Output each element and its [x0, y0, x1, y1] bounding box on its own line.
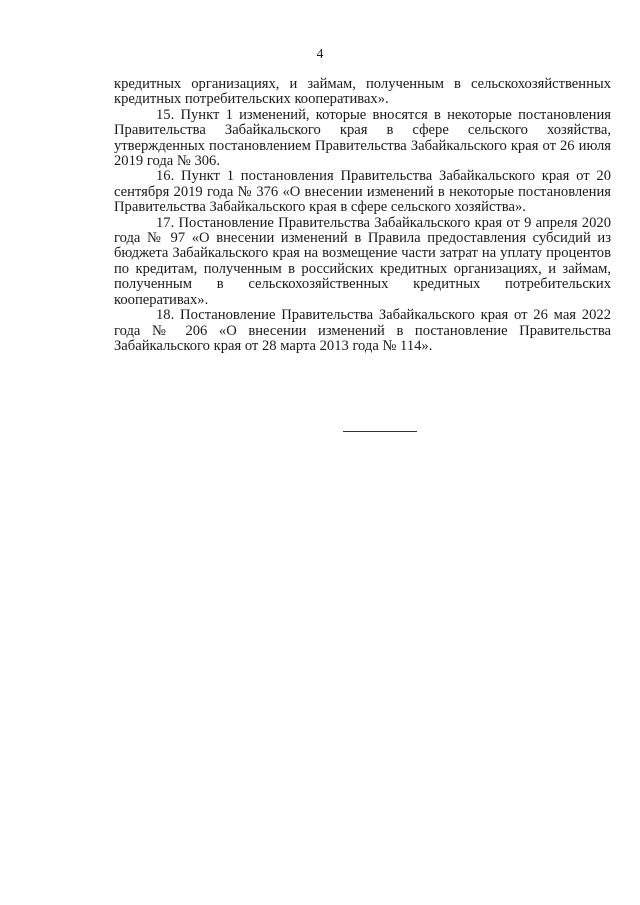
paragraph-continuation: кредитных организациях, и займам, полученным в сельскохозяйственных кредитных потребительских кооперативах».	[114, 76, 611, 108]
paragraph-item-17: 17. Постановление Правительства Забайкальского края от 9 апреля 2020 года № 97 «О внесении изменений в Правила предоставления субсидий из бюджета Забайкальского края на возмещение части затрат на уплату процентов по кредитам, полученным в российских кредитных организациях, и займам, полученным в сельскохозяйственных кредитных потребительских кооперативах».	[114, 214, 611, 308]
document-body	[114, 77, 611, 354]
paragraph-item-15: 15. Пункт 1 изменений, которые вносятся в некоторые постановления Правительства Забайкальского края в сфере сельского хозяйства, утвержденных постановлением Правительства Забайкальского края от 26 июля 2019 года № 306.	[114, 106, 611, 170]
page-number: 4	[316, 46, 324, 61]
paragraph-item-18: 18. Постановление Правительства Забайкальского края от 26 мая 2022 года № 206 «О внесении изменений в постановление Правительства Забайкальского края от 28 марта 2013 года № 114».	[114, 307, 611, 354]
end-separator-line	[343, 431, 417, 432]
paragraph-item-16: 16. Пункт 1 постановления Правительства Забайкальского края от 20 сентября 2019 года № 376 «О внесении изменений в некоторые постановления Правительства Забайкальского края в сфере сельского хозяйства».	[114, 168, 611, 216]
